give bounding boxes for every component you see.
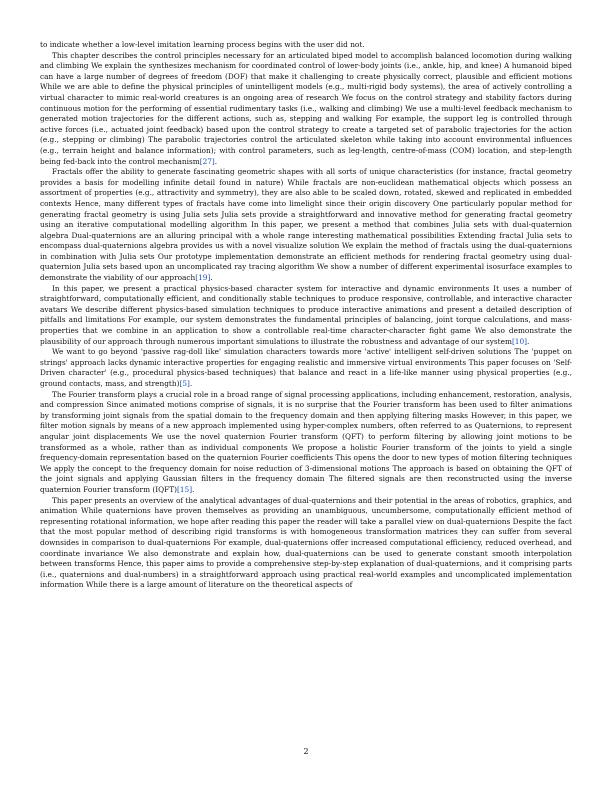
citation-link[interactable]: [27] — [199, 156, 215, 166]
paragraph-text: to indicate whether a low-level imitation learning process begins with the user did not. — [40, 40, 365, 49]
page-body — [40, 40, 572, 740]
paragraph-text: In this paper, we present a practical physics-based character system for interactive and dynamic environments It uses a number of straightforward, computationally efficient, and conditionally stable techniques to produce responsive, controllable, and interactive character avatars We describe different physics-based simulation techniques to produce interactive animations and present a detailed description of pitfalls and limitations For example, our system demonstrates the fundamental principles of balancing, joint torque calculations, and mass-properties that we combine in an application to show a controllable real-time character-character fight game We also demonstrate the plausibility of our approach through numerous important simulations to illustrate the robustness and advantage of our system — [40, 283, 572, 346]
citation-link[interactable]: [10] — [511, 336, 528, 346]
paragraph-biped-control — [40, 51, 572, 168]
paragraph-character-system — [40, 284, 572, 348]
paragraph-text: We want to go beyond 'passive rag-doll like' simulation characters towards more 'active' intelligent self-driven solutions The 'puppet on strings' approach lacks dynamic interactive properties for engaging realistic and immersive virtual environments This paper focuses on 'Self-Driven character' (e.g., procedural physics-based techniques) that balance and react in a life-like manner using physical properties (e.g., ground contacts, mass, and strength) — [40, 347, 572, 388]
paragraph-tail: . — [189, 379, 193, 388]
paragraph-text: This chapter describes the control principles necessary for an articulated biped model to accomplish balanced locomotion during walking and climbing We explain the synthesizes mechanism for coordinated control of lower-body joints (i.e., ankle, hip, and knee) A humanoid biped can have a large number of degrees of freedom (DOF) that make it challenging to create physically correct, plausible and efficient motions While we are able to define the physical principles of unintelligent models (e.g., multi-rigid body systems), the area of actively controlling a virtual character to mimic real-world creatures is an ongoing area of research We focus on the control strategy and stability factors during continuous motion for the performing of essential rudimentary tasks (i.e., walking and climbing) We use a multi-level feedback mechanism to generated motion trajectories for the different actions, such as, stepping and walking For example, the support leg is controlled through active forces (i.e., actuated joint feedback) based upon the control strategy to create a targeted set of parabolic trajectories for the action (e.g., stepping or climbing) The parabolic trajectories control the articulated skeleton while taking into account environmental influences (e.g., terrain height and balance information); with control parameters, such as leg-length, centre-of-mass (COM) location, and step-length being fed-back into the control mechanism — [40, 50, 572, 166]
paragraph-tail: . — [527, 336, 530, 346]
paragraph-tail: . — [210, 273, 213, 283]
page-number: 2 — [303, 747, 309, 756]
citation-link[interactable]: [5] — [179, 379, 190, 388]
paragraph-text: This paper presents an overview of the analytical advantages of dual-quaternions and their potential in the areas of robotics, graphics, and animation While quaternions have proven themselves as providing an unambiguous, uncumbersome, computationally efficient method of representing rotational information, we hope after reading this paper the reader will take a parallel view on dual-quaternions Despite the fact that the most popular method of describing rigid transforms is with homogeneous transformation matrices they can suffer from several downsides in comparison to dual-quaternions For example, dual-quaternions offer increased computational efficiency, reduced overhead, and coordinate invariance We also demonstrate and explain how, dual-quaternions can be used to generate constant smooth interpolation between transforms Hence, this paper aims to provide a comprehensive step-by-step explanation of dual-quaternions, and it comprising parts (i.e., quaternions and dual-numbers) in a straightforward approach using practical real-world examples and uncomplicated implementation information While there is a large amount of literature on the theoretical aspects of — [40, 495, 572, 590]
citation-link[interactable]: [15] — [177, 484, 193, 494]
paragraph-tail: . — [214, 156, 218, 166]
paragraph-fourier — [40, 390, 572, 496]
paragraph-fractals — [40, 167, 572, 284]
paragraph-self-driven — [40, 347, 572, 389]
citation-link[interactable]: [19] — [195, 273, 211, 283]
paragraph-text: Fractals offer the ability to generate fascinating geometric shapes with all sorts of unique characteristics (for instance, fractal geometry provides a basis for modelling infinite detail found in nature) While fractals are non-euclidean mathematical objects which possess an assortment of properties (e.g., attractivity and symmetry), they are also able to be scaled down, rotated, skewed and replicated in embedded contexts Hence, many different types of fractals have come into limelight since their origin discovery One particularly popular method for generating fractal geometry is using Julia sets Julia sets provide a straightforward and innovative method for generating fractal geometry using an iterative computational modelling algorithm In this paper, we present a method that combines Julia sets with dual-quaternion algebra Dual-quaternions are an alluring principal with a whole range interesting mathematical possibilities Extending fractal Julia sets to encompass dual-quaternions algebra provides us with a novel visualize solution We explain the method of fractals using the dual-quaternions in combination with Julia sets Our prototype implementation demonstrate an efficient methods for rendering fractal geometry using dual-quaternion Julia sets based upon an uncomplicated ray tracing algorithm We show a number of different experimental isosurface examples to demonstrate the viability of our approach — [40, 167, 572, 283]
paragraph-text: The Fourier transform plays a crucial role in a broad range of signal processing applications, including enhancement, restoration, analysis, and compression Since animated motions comprise of signals, it is no surprise that the Fourier transform has been used to filter animations by transforming joint signals from the spatial domain to the frequency domain and then applying filtering masks However, in this paper, we filter motion signals by means of a new approach implemented using hyper-complex numbers, often referred to as Quaternions, to represent angular joint displacements We use the novel quaternion Fourier transform (QFT) to perform filtering by allowing joint motions to be transformed as a whole, rather than as individual components We propose a holistic Fourier transform of the joints to yield a single frequency-domain representation based on the quaternion Fourier coefficients This opens the door to new types of motion filtering techniques We apply the concept to the frequency domain for noise reduction of 3-dimensional motions The approach is based on obtaining the QFT of the joint signals and applying Gaussian filters in the frequency domain The filtered signals are then reconstructed using the inverse quaternion Fourier transform (IQFT) — [40, 389, 572, 494]
paragraph-tail: . — [192, 484, 195, 494]
paragraph-dual-quaternions — [40, 496, 572, 591]
paragraph-continuation — [40, 40, 572, 51]
